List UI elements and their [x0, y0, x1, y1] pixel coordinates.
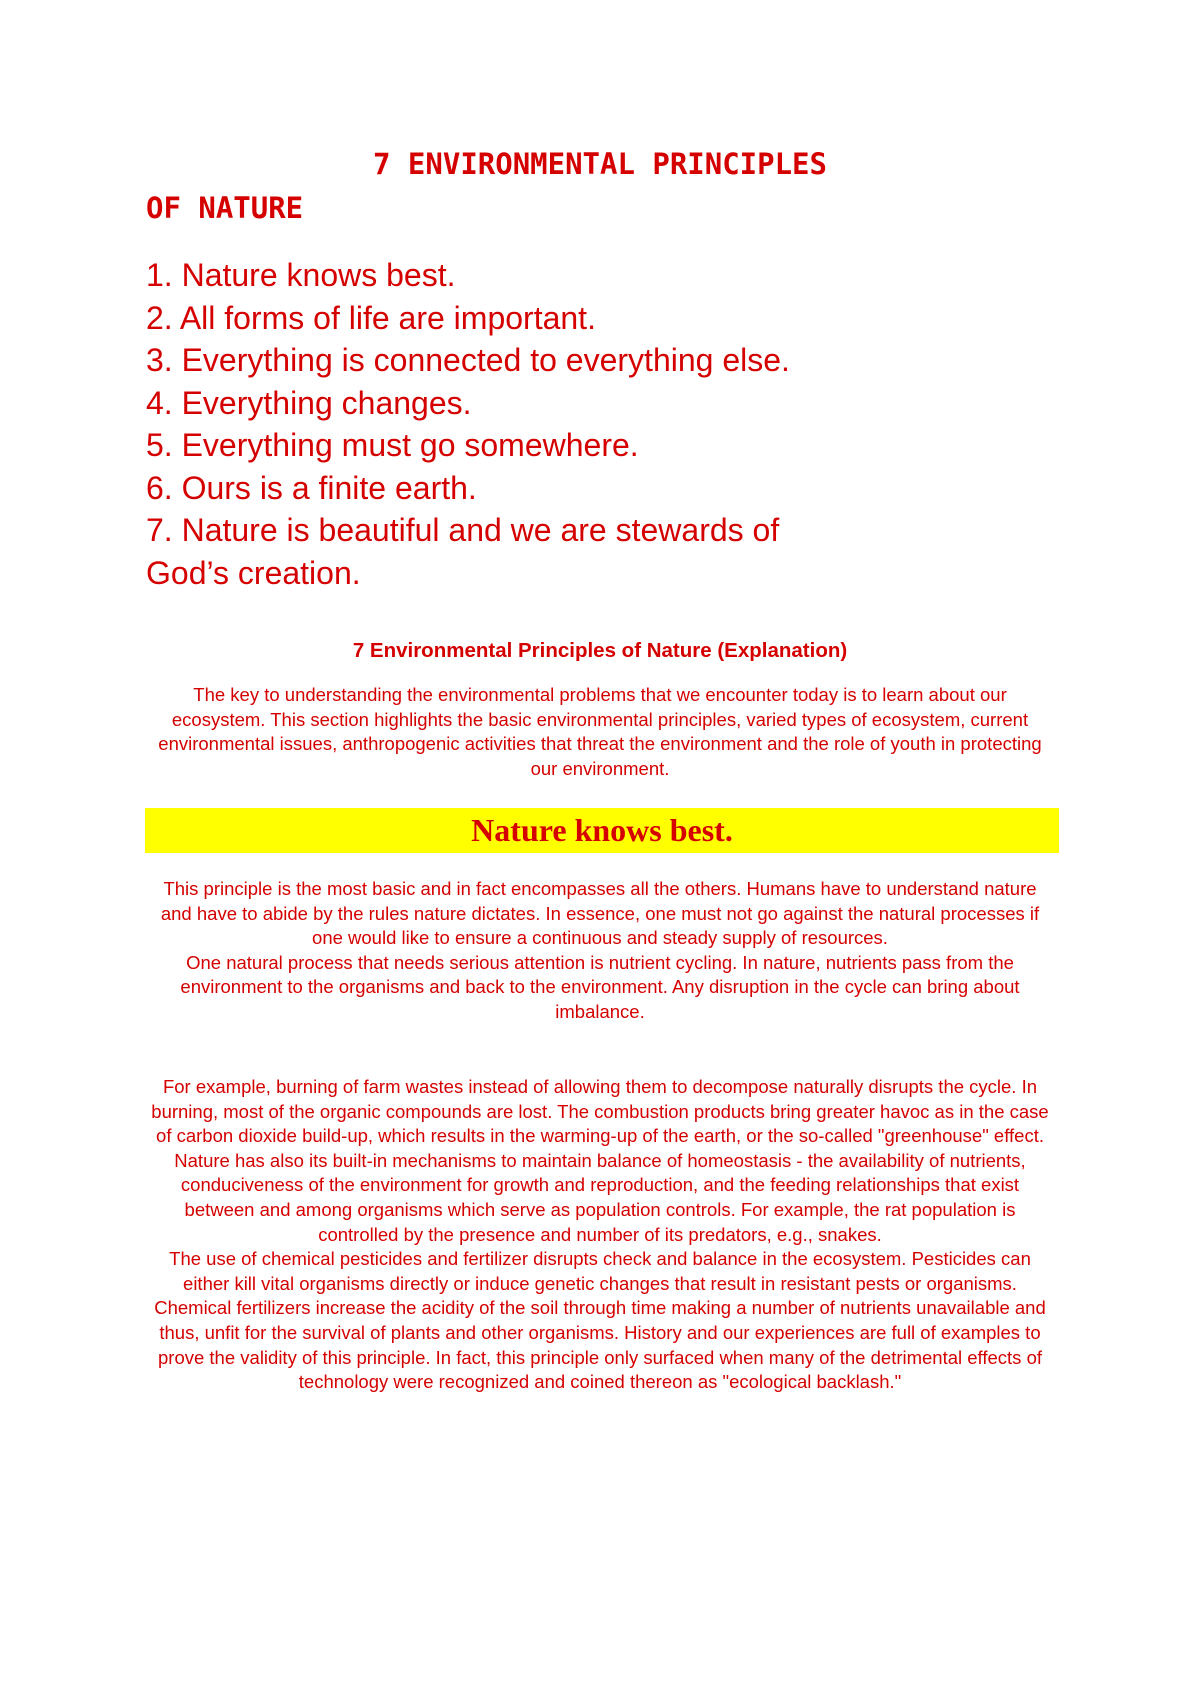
section-paragraph: This principle is the most basic and in fact encompasses all the others. Humans have to understand nature and have to abide by the rules nature dictates. In essence, one must not go against the natural processes if one would like to ensure a continuous and steady supply of resources. One natural process that needs serious attention is nutrient cycling. In nature, nutrients pass from the environment to the organisms and back to the environment. Any disruption in the cycle can bring about imbalance.	[160, 878, 1040, 1022]
section-paragraph: For example, burning of farm wastes instead of allowing them to decompose naturally disrupts the cycle. In burning, most of the organic compounds are lost. The combustion products bring greater havoc as in the case of carbon dioxide build-up, which results in the warming-up of the earth, or the so-called "greenhouse" effect. Nature has also its built-in mechanisms to maintain balance of homeostasis - the availability of nutrients, conduciveness of the environment for growth and reproduction, and the feeding relationships that exist between and among organisms which serve as population controls. For example, the rat population is controlled by the presence and number of its predators, e.g., snakes. The use of chemical pesticides and fertilizer disrupts check and balance in the ecosystem. Pesticides can either kill vital organisms directly or induce genetic changes that result in resistant pests or organisms. Chemical fertilizers increase the acidity of the soil through time making a number of nutrients unavailable and thus, unfit for the survival of plants and other organisms. History and our experiences are full of examples to prove the validity of this principle. In fact, this principle only surfaced when many of the detrimental effects of technology were recognized and coined thereon as "ecological backlash."	[151, 1076, 1049, 1393]
principle-item: 7. Nature is beautiful and we are stewards of God’s creation.	[146, 512, 780, 591]
explanation-title: 7 Environmental Principles of Nature (Explanation)	[352, 639, 848, 662]
principles-list	[146, 254, 866, 594]
principle-item: 4. Everything changes.	[146, 384, 472, 421]
principle-item: 2. All forms of life are important.	[146, 299, 596, 336]
document-title-line-1: 7 ENVIRONMENTAL PRINCIPLES	[373, 147, 827, 181]
explanation-intro: The key to understanding the environmental problems that we encounter today is to learn about our ecosystem. This section highlights the basic environmental principles, varied types of ecosystem, current environmental issues, anthropogenic activities that threat the environment and the role of youth in protecting our environment.	[158, 684, 1042, 779]
section-heading-nature-knows-best: Nature knows best.	[145, 808, 1059, 853]
document-title-line-2: OF NATURE	[146, 191, 304, 225]
principle-item: 5. Everything must go somewhere.	[146, 427, 639, 463]
principle-item: 6. Ours is a finite earth.	[146, 469, 477, 506]
principle-item: 1. Nature knows best.	[146, 257, 456, 293]
principle-item: 3. Everything is connected to everything else.	[146, 342, 790, 378]
